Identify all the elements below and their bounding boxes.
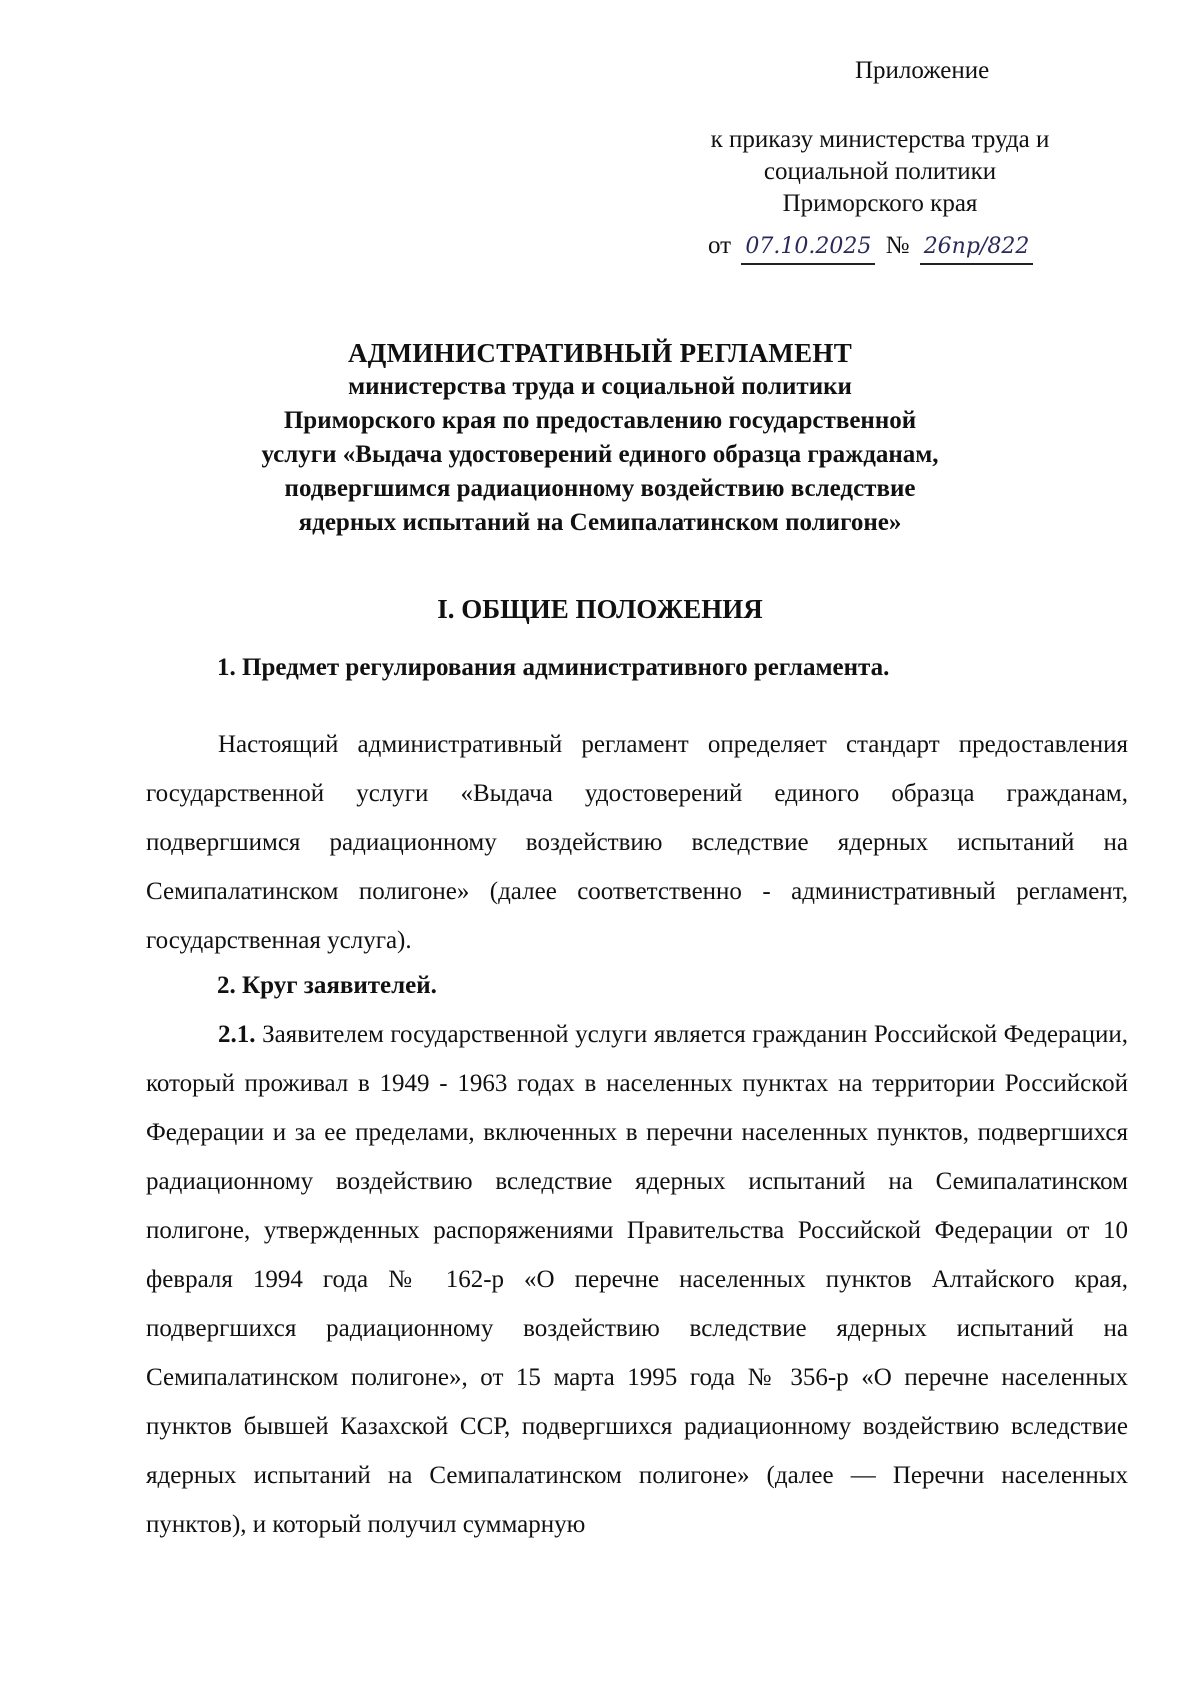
paragraph-2 bbox=[146, 1010, 1128, 1549]
title-line: ядерных испытаний на Семипалатинском полигоне» bbox=[298, 509, 902, 536]
handwritten-date: 07.10.2025 bbox=[741, 231, 875, 265]
paragraph-2-number: 2.1. bbox=[218, 1021, 256, 1048]
order-date-number bbox=[708, 230, 1037, 265]
order-reference-line: к приказу министерства труда и bbox=[710, 126, 1050, 153]
order-reference bbox=[670, 124, 1090, 220]
paragraph-1: Настоящий административный регламент определяет стандарт предоставления государственной услуги «Выдача удостоверений единого образца гражданам, подвергшимся радиационному воздействию вследствие ядерных испытаний на Семипалатинском полигоне» (далее соответственно - административный регламент, государственная услуга). bbox=[146, 731, 1128, 954]
date-prefix: от bbox=[708, 232, 732, 259]
appendix-label: Приложение bbox=[855, 57, 990, 84]
subsection-heading-2: 2. Круг заявителей. bbox=[217, 972, 437, 999]
title-line: подвергшимся радиационному воздействию вследствие bbox=[284, 475, 916, 502]
subsection-heading-1: 1. Предмет регулирования административного регламента. bbox=[217, 654, 890, 681]
paragraph-2-text: Заявителем государственной услуги является гражданин Российской Федерации, который проживал в 1949 - 1963 годах в населенных пунктах на территории Российской Федерации и за ее пределами, включенных в перечни населенных пунктов, подвергшихся радиационному воздействию вследствие ядерных испытаний на Семипалатинском полигоне, утвержденных распоряжениями Правительства Российской Федерации от 10 февраля 1994 года № 162-р «О перечне населенных пунктов Алтайского края, подвергшихся радиационному воздействию вследствие ядерных испытаний на Семипалатинском полигоне», от 15 марта 1995 года № 356-р «О перечне населенных пунктов бывшей Казахской ССР, подвергшихся радиационному воздействию вследствие ядерных испытаний на Семипалатинском полигоне» (далее — Перечни населенных пунктов), и который получил суммарную bbox=[146, 1021, 1128, 1538]
handwritten-number: 26пр/822 bbox=[920, 231, 1034, 265]
number-prefix: № bbox=[885, 232, 910, 259]
title-main: АДМИНИСТРАТИВНЫЙ РЕГЛАМЕНТ bbox=[347, 338, 853, 368]
title-line: услуги «Выдача удостоверений единого образца гражданам, bbox=[261, 441, 939, 468]
section-heading: I. ОБЩИЕ ПОЛОЖЕНИЯ bbox=[437, 594, 763, 624]
document-title bbox=[100, 336, 1100, 540]
title-line: министерства труда и социальной политики bbox=[348, 373, 852, 400]
order-reference-line: Приморского края bbox=[782, 190, 978, 217]
order-reference-line: социальной политики bbox=[763, 158, 997, 185]
title-line: Приморского края по предоставлению государственной bbox=[283, 407, 917, 434]
